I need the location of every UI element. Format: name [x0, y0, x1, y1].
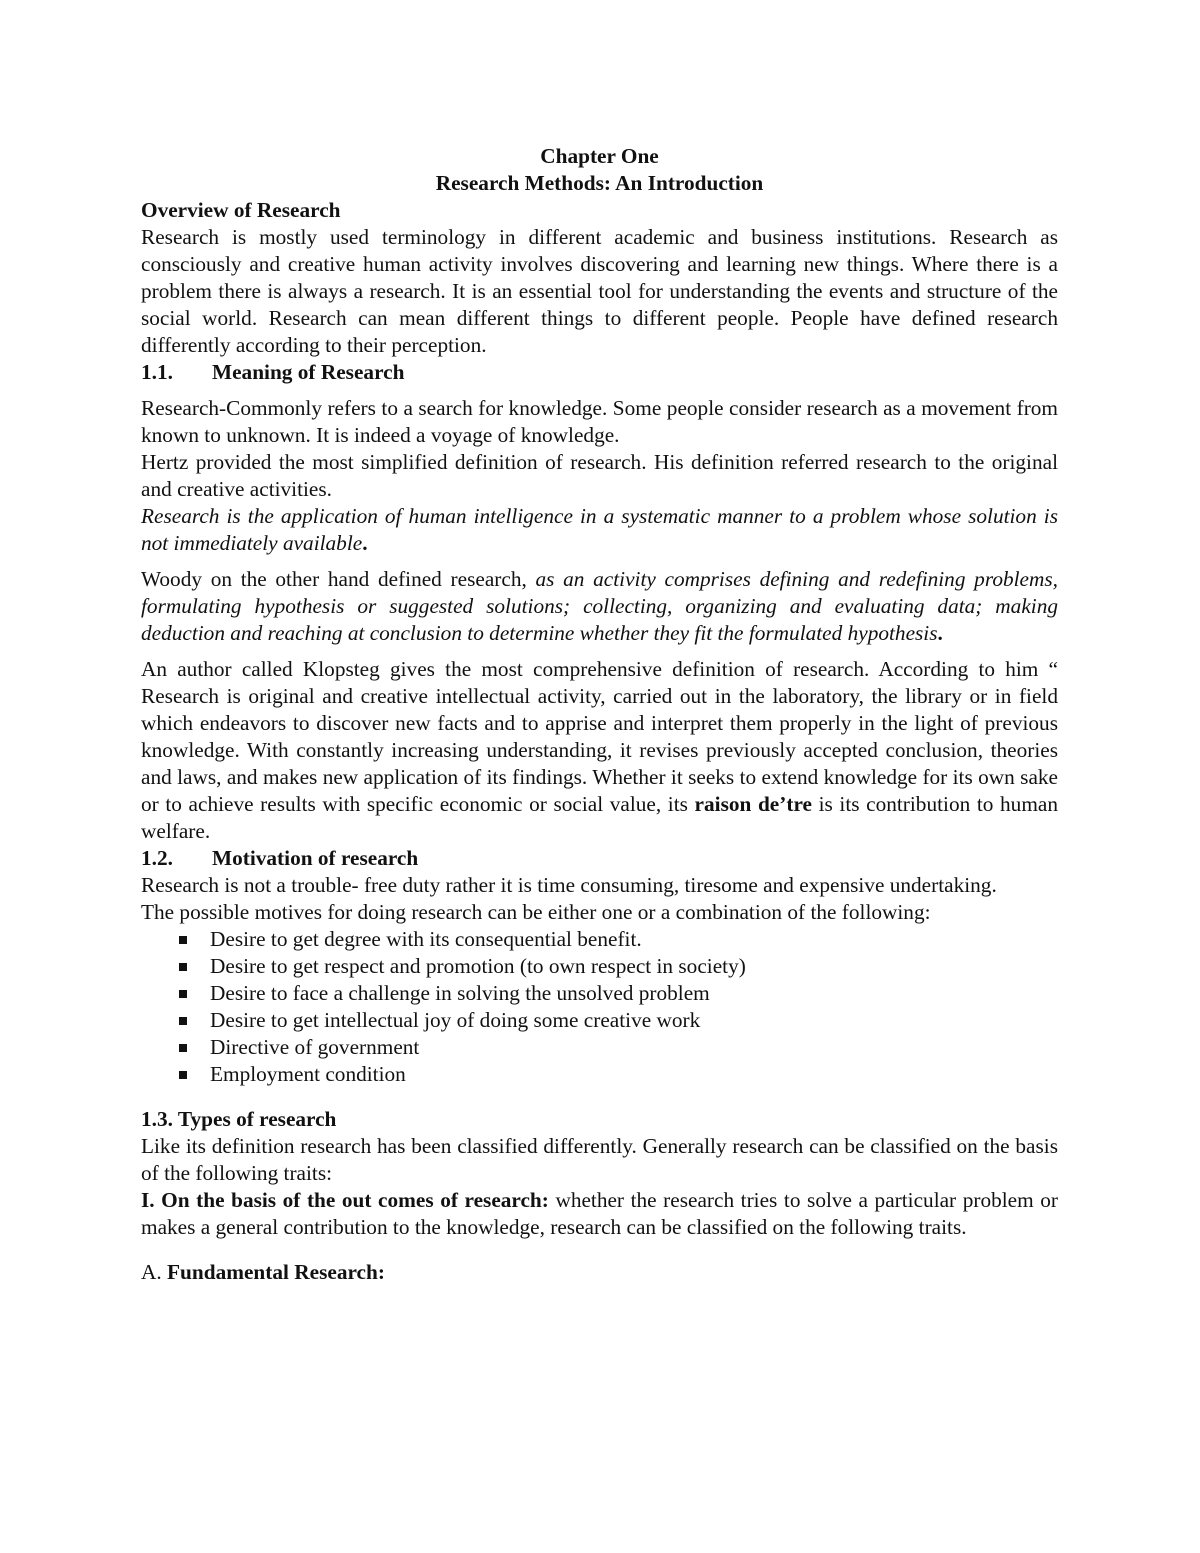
overview-heading: Overview of Research	[141, 198, 341, 222]
list-item: Directive of government	[141, 1034, 1058, 1061]
bullet-icon	[179, 990, 187, 998]
motivation-title: Motivation of research	[212, 846, 419, 870]
motivation-list	[141, 926, 1058, 1088]
types-heading: 1.3. Types of research	[141, 1107, 337, 1131]
outcomes-bold: I. On the basis of the out comes of research:	[141, 1188, 549, 1212]
motivation-heading	[141, 845, 1058, 872]
woody-period: .	[937, 621, 943, 645]
bullet-icon	[179, 936, 187, 944]
list-item: Desire to get degree with its consequential benefit.	[141, 926, 1058, 953]
bullet-icon	[179, 1071, 187, 1079]
fundamental-heading	[141, 1259, 1058, 1286]
klopsteg-lead: An author called Klopsteg gives the most comprehensive definition of research. According to him “ Research is original and creative intellectual activity, carried out in the laboratory, the library or in field which endeavors to discover new facts and to apprise and interpret them properly in the light of previous knowledge. With constantly increasing understanding, it revises previously accepted conclusion, theories and laws, and makes new application of its findings. Whether it seeks to extend knowledge for its own sake or to achieve results with specific economic or social value, its	[141, 657, 1058, 816]
woody-italic: as an activity comprises defining and redefining problems, formulating hypothesis or suggested solutions; collecting, organizing and evaluating data; making deduction and reaching at conclusion to determine whether they fit the formulated hypothesis	[141, 567, 1058, 645]
definition-italic: Research is the application of human intelligence in a systematic manner to a problem whose solution is not immediately available	[141, 504, 1058, 555]
woody-lead: Woody on the other hand defined research,	[141, 567, 536, 591]
bullet-icon	[179, 1044, 187, 1052]
overview-paragraph: Research is mostly used terminology in different academic and business institutions. Research as consciously and creative human activity involves discovering and learning new things. Where there is a problem there is always a research. It is an essential tool for understanding the events and structure of the social world. Research can mean different things to different people. People have defined research differently according to their perception.	[141, 225, 1058, 357]
meaning-paragraph-klopsteg	[141, 656, 1058, 845]
klopsteg-bold: raison de’tre	[694, 792, 812, 816]
meaning-paragraph-1: Research-Commonly refers to a search for knowledge. Some people consider research as a movement from known to unknown. It is indeed a voyage of knowledge.	[141, 396, 1058, 447]
motivation-paragraph-1: Research is not a trouble- free duty rather it is time consuming, tiresome and expensive undertaking.	[141, 873, 997, 897]
list-item: Desire to face a challenge in solving the unsolved problem	[141, 980, 1058, 1007]
chapter-title: Chapter One	[540, 144, 659, 168]
list-item: Employment condition	[141, 1061, 1058, 1088]
definition-period: .	[362, 531, 368, 555]
meaning-number: 1.1.	[141, 360, 173, 384]
chapter-subtitle: Research Methods: An Introduction	[435, 171, 764, 195]
list-item: Desire to get intellectual joy of doing some creative work	[141, 1007, 1058, 1034]
meaning-paragraph-hertz: Hertz provided the most simplified definition of research. His definition referred research to the original and creative activities.	[141, 450, 1058, 501]
types-paragraph-1: Like its definition research has been classified differently. Generally research can be classified on the basis of the following traits:	[141, 1134, 1058, 1185]
bullet-icon	[179, 963, 187, 971]
fundamental-title: Fundamental Research:	[161, 1260, 385, 1284]
meaning-paragraph-definition	[141, 503, 1058, 557]
motivation-paragraph-2: The possible motives for doing research can be either one or a combination of the following:	[141, 900, 931, 924]
motivation-number: 1.2.	[141, 846, 173, 870]
bullet-icon	[179, 1017, 187, 1025]
meaning-heading	[141, 359, 1058, 386]
fundamental-letter: A.	[141, 1260, 162, 1284]
types-paragraph-outcomes	[141, 1187, 1058, 1241]
document-page	[141, 143, 1058, 1286]
meaning-paragraph-woody	[141, 566, 1058, 647]
meaning-title: Meaning of Research	[212, 360, 405, 384]
list-item: Desire to get respect and promotion (to own respect in society)	[141, 953, 1058, 980]
klopsteg-end: is its contribution to human welfare.	[141, 792, 1058, 843]
outcomes-rest: whether the research tries to solve a particular problem or makes a general contribution to the knowledge, research can be classified on the following traits.	[141, 1188, 1058, 1239]
